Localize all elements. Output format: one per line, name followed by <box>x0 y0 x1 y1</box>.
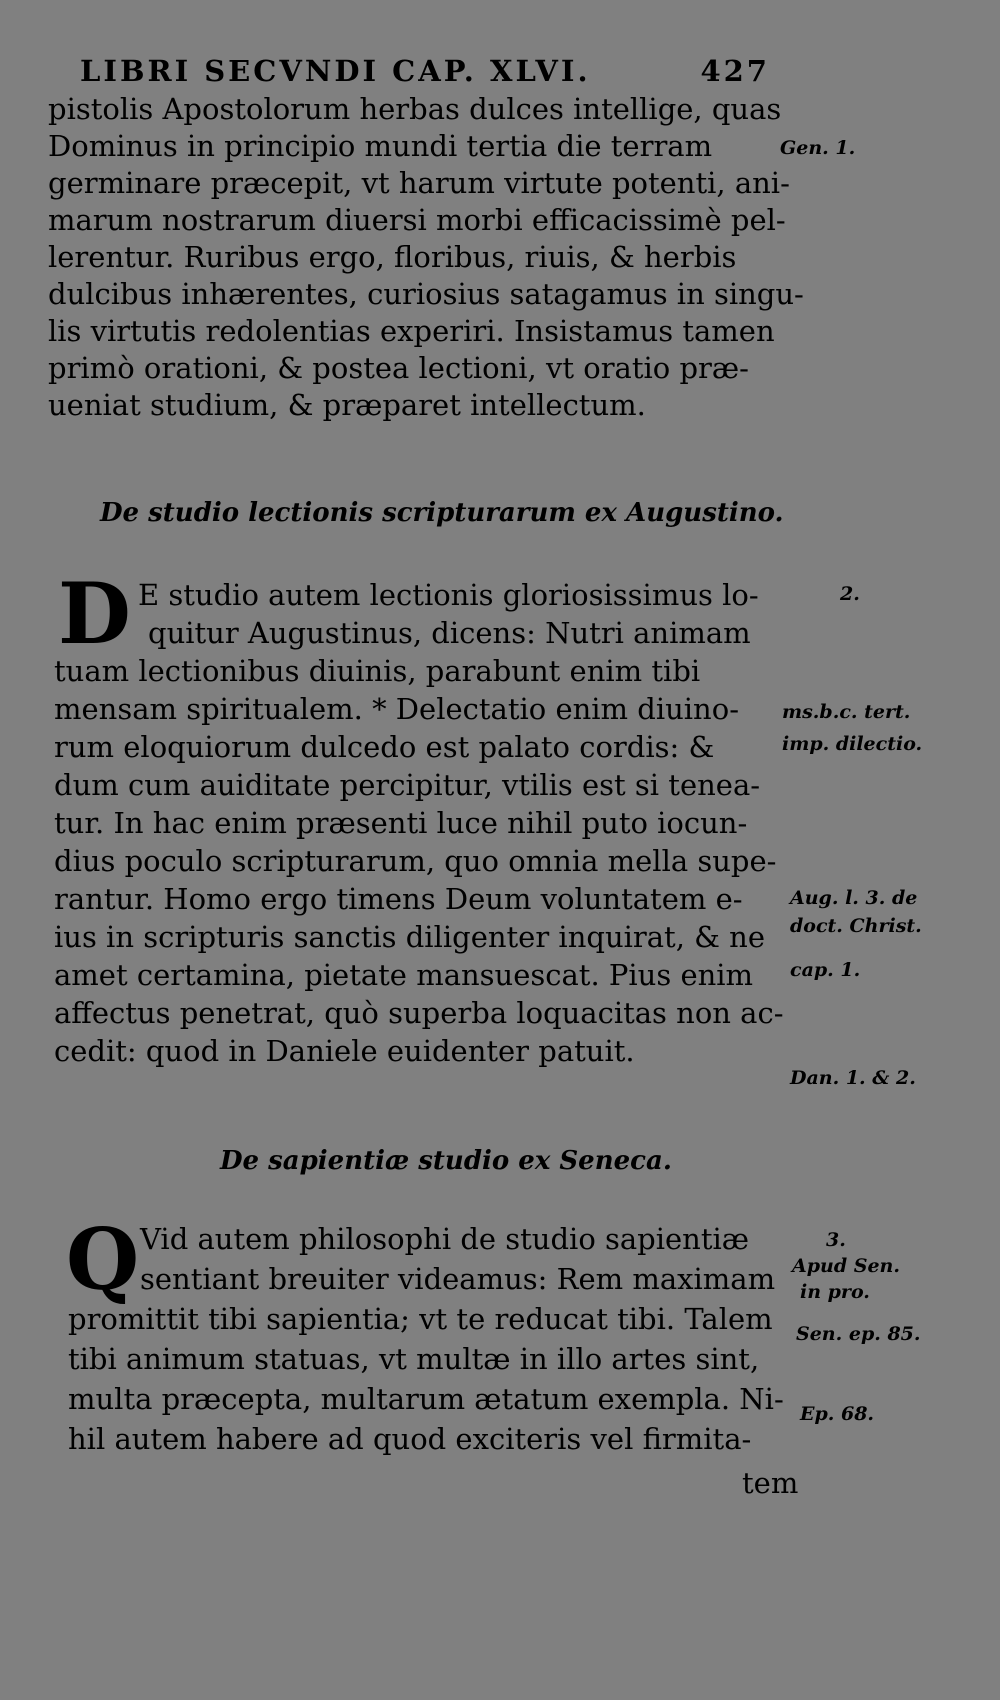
text-line: dum cum auiditate percipitur, vtilis est si tenea- <box>54 768 761 802</box>
text-line: dius poculo scripturarum, quo omnia mella supe- <box>54 844 777 878</box>
text-line: quitur Augustinus, dicens: Nutri animam <box>148 616 751 650</box>
section-heading-2: De sapientiæ studio ex Seneca. <box>220 1146 672 1176</box>
text-line: lis virtutis redolentias experiri. Insistamus tamen <box>48 314 775 348</box>
margin-note: in pro. <box>800 1281 870 1303</box>
margin-note: 3. <box>826 1229 846 1251</box>
text-line: primò orationi, & postea lectioni, vt oratio præ- <box>48 351 749 385</box>
margin-note: Apud Sen. <box>792 1255 900 1277</box>
text-line: sentiant breuiter videamus: Rem maximam <box>140 1262 776 1296</box>
text-line: tuam lectionibus diuinis, parabunt enim tibi <box>54 654 701 688</box>
margin-note: imp. dilectio. <box>782 733 923 755</box>
catchword: tem <box>742 1466 799 1500</box>
header-title: LIBRI SECVNDI CAP. XLVI. <box>80 54 591 88</box>
text-line: rantur. Homo ergo timens Deum voluntatem e- <box>54 882 743 916</box>
text-line: hil autem habere ad quod exciteris vel firmita- <box>68 1422 752 1456</box>
margin-note: doct. Christ. <box>790 915 922 937</box>
margin-note: Gen. 1. <box>780 137 856 159</box>
margin-note: Ep. 68. <box>800 1403 875 1425</box>
section-heading-1: De studio lectionis scripturarum ex Augustino. <box>100 498 784 528</box>
text-line: ueniat studium, & præparet intellectum. <box>48 388 646 422</box>
text-line: germinare præcepit, vt harum virtute potenti, ani- <box>48 166 790 200</box>
page-number: 427 <box>700 54 770 88</box>
text-line: mensam spiritualem. * Delectatio enim diuino- <box>54 692 739 726</box>
text-line: pistolis Apostolorum herbas dulces intellige, quas <box>48 92 782 126</box>
text-line: tur. In hac enim præsenti luce nihil puto iocun- <box>54 806 748 840</box>
text-line: marum nostrarum diuersi morbi efficacissimè pel- <box>48 203 786 237</box>
margin-note: Sen. ep. 85. <box>796 1323 921 1345</box>
text-line: affectus penetrat, quò superba loquacitas non ac- <box>54 996 784 1030</box>
text-line: Dominus in principio mundi tertia die terram <box>48 129 713 163</box>
text-line: E studio autem lectionis gloriosissimus lo- <box>138 578 759 612</box>
text-line: dulcibus inhærentes, curiosius satagamus in singu- <box>48 277 804 311</box>
margin-note: Dan. 1. & 2. <box>790 1067 916 1089</box>
text-line: multa præcepta, multarum ætatum exempla. Ni- <box>68 1382 784 1416</box>
margin-note: Aug. l. 3. de <box>790 887 918 909</box>
text-line: lerentur. Ruribus ergo, floribus, riuis, & herbis <box>48 240 737 274</box>
margin-note: ms.b.c. tert. <box>782 701 911 723</box>
text-line: cedit: quod in Daniele euidenter patuit. <box>54 1034 635 1068</box>
text-line: Vid autem philosophi de studio sapientiæ <box>140 1222 750 1256</box>
drop-cap-q: Q <box>66 1210 140 1309</box>
drop-cap-d: D <box>58 564 131 663</box>
running-header <box>80 54 770 88</box>
text-line: promittit tibi sapientia; vt te reducat tibi. Talem <box>68 1302 773 1336</box>
text-line: amet certamina, pietate mansuescat. Pius enim <box>54 958 754 992</box>
margin-note: cap. 1. <box>790 959 861 981</box>
text-line: ius in scripturis sanctis diligenter inquirat, & ne <box>54 920 766 954</box>
margin-note: 2. <box>840 583 860 605</box>
text-line: tibi animum statuas, vt multæ in illo artes sint, <box>68 1342 760 1376</box>
text-line: rum eloquiorum dulcedo est palato cordis: & <box>54 730 715 764</box>
